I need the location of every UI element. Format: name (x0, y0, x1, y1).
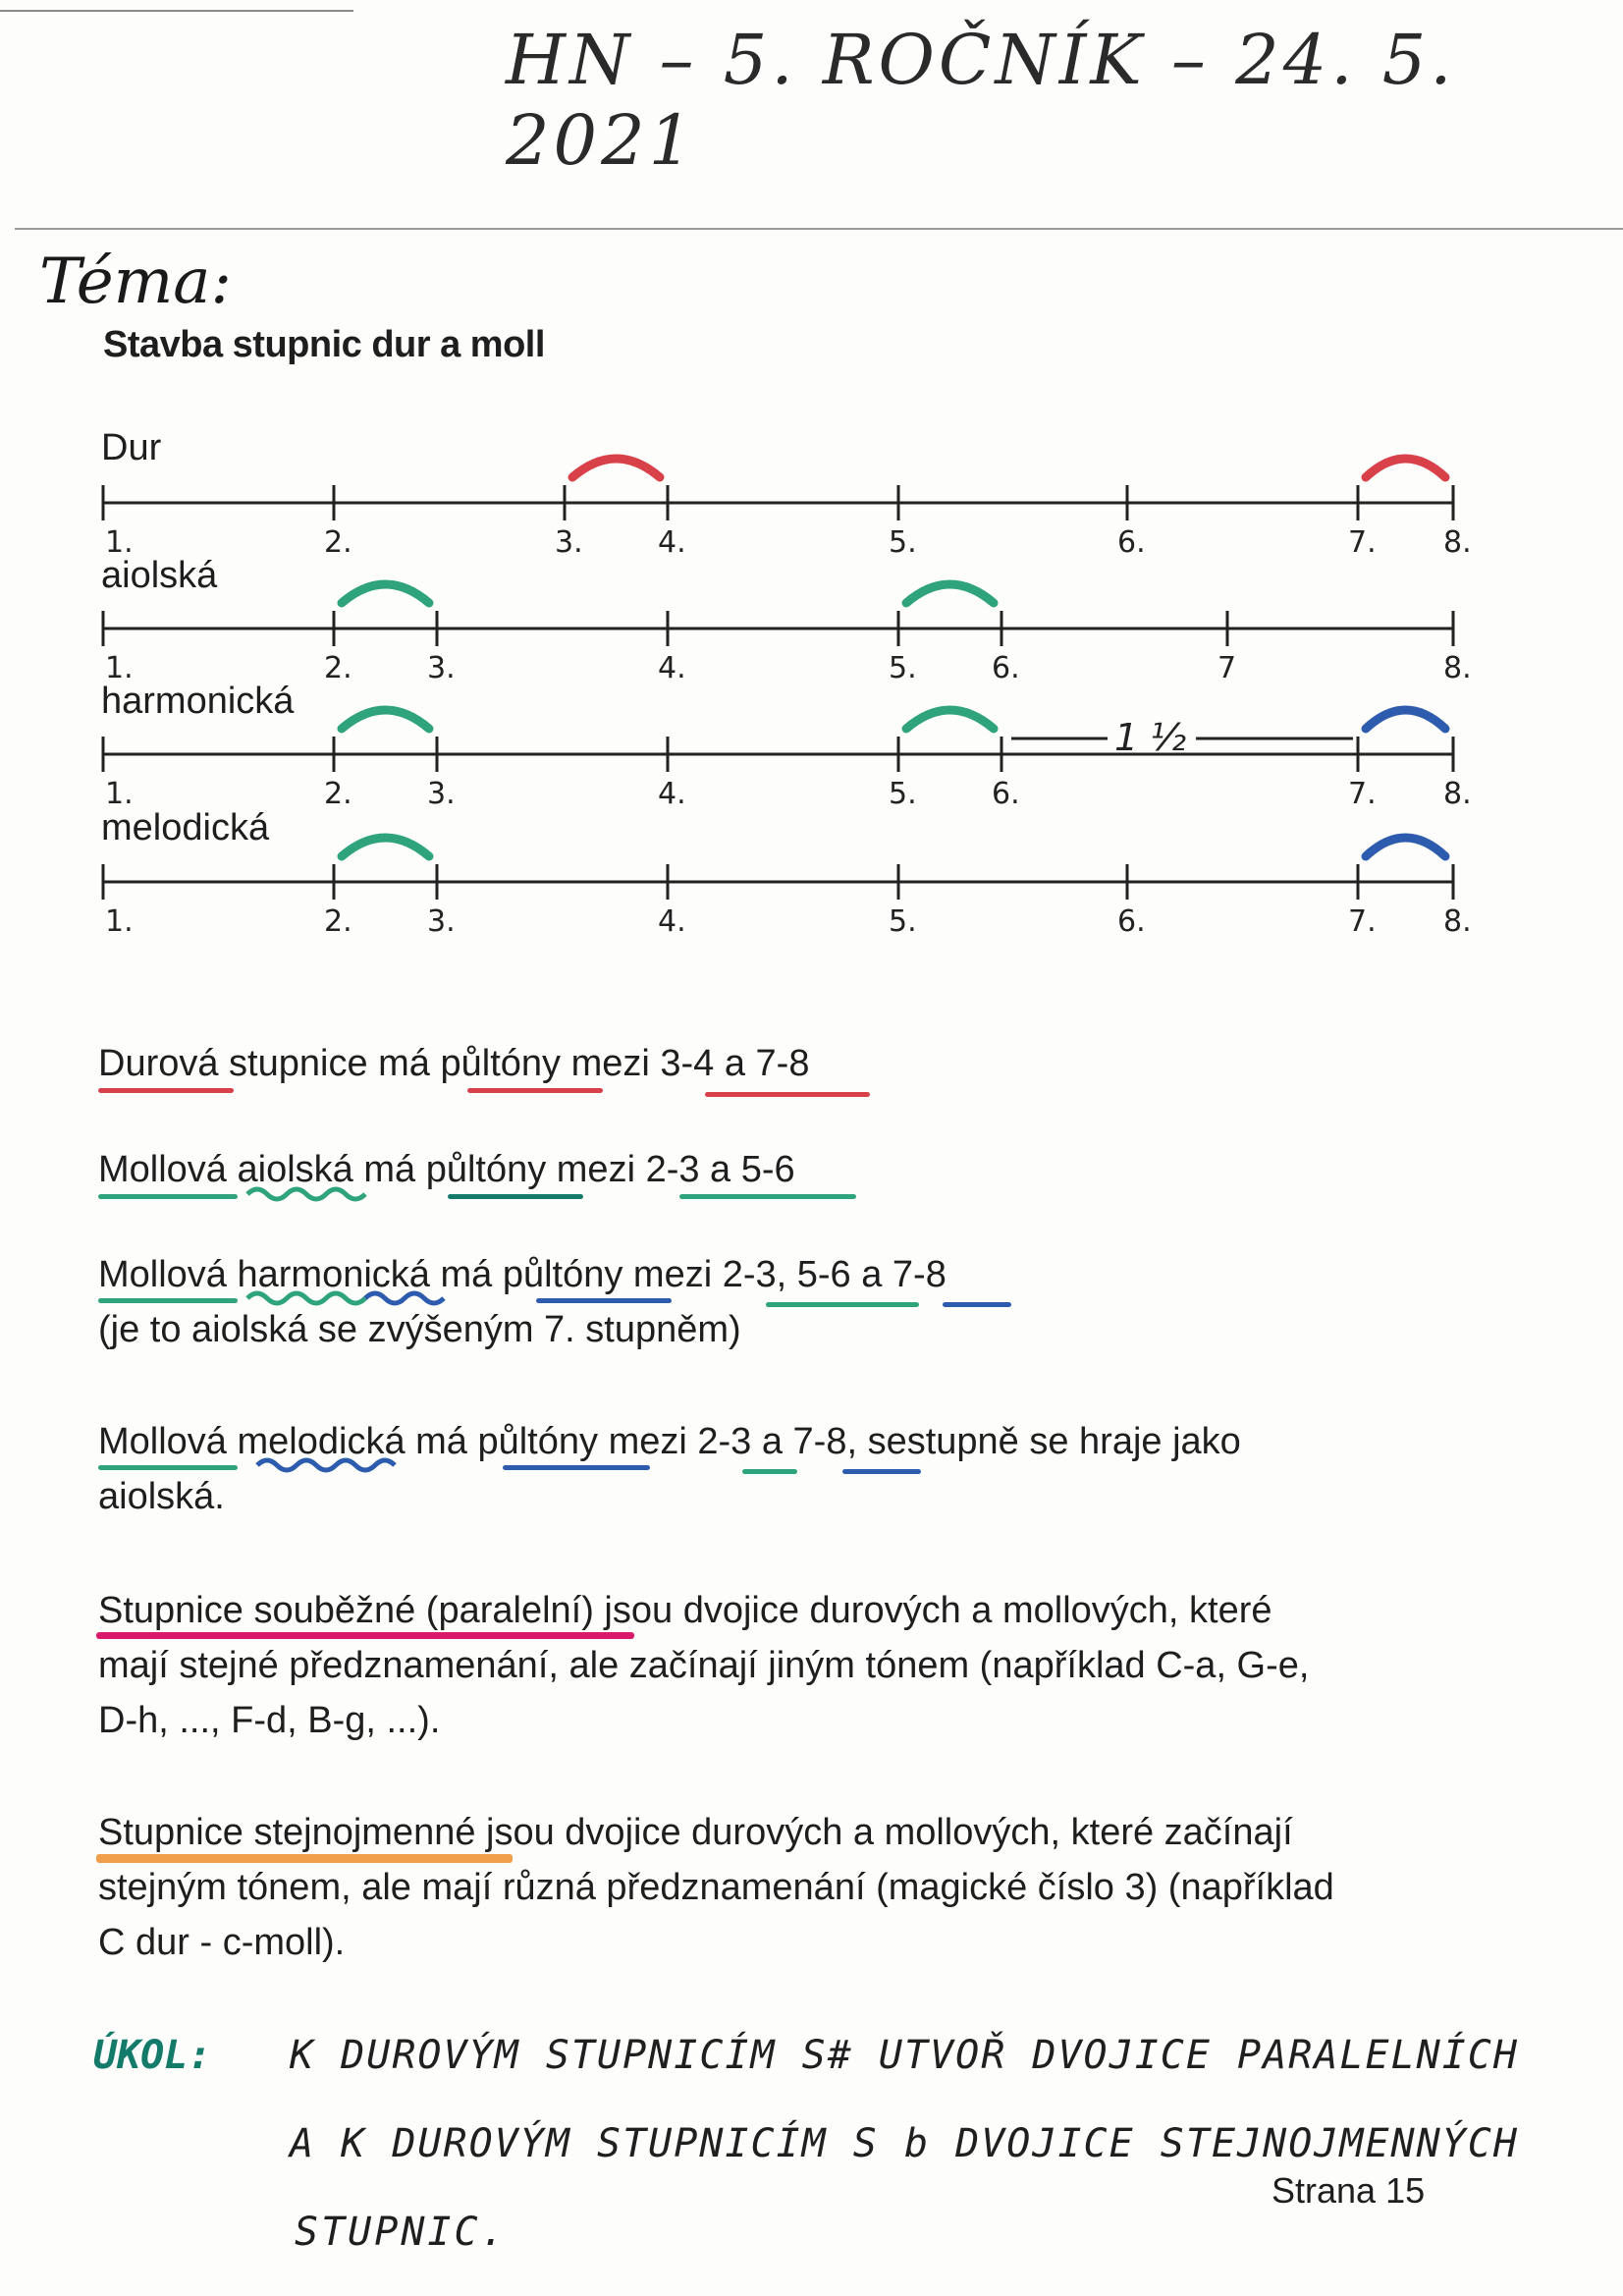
scale-step-label: 2. (324, 777, 352, 811)
para-aiolska: Mollová aiolská má půltóny mezi 2-3 a 5-6 (98, 1149, 795, 1190)
para-harmonicka-2: (je to aiolská se zvýšeným 7. stupněm) (98, 1309, 741, 1350)
scale-step-label: 1. (105, 904, 134, 939)
scale-step-label: 1. (105, 525, 134, 560)
task-line-2: A K DUROVÝM STUPNICÍM S b DVOJICE STEJNOJMENNÝCH (290, 2121, 1519, 2166)
semitone-arc (906, 584, 994, 603)
underline-intervals (705, 1092, 870, 1097)
scale-step-label: 2. (324, 904, 352, 939)
scale-step-label: 4. (658, 777, 686, 811)
scale-step-label: 8. (1443, 904, 1472, 939)
scale-step-label: 8. (1443, 525, 1472, 560)
scale-step-label: 7. (1348, 525, 1377, 560)
scale-label-harmonicka: harmonická (101, 681, 295, 722)
underline-intervals-2 (679, 1194, 856, 1199)
scale-step-label: 4. (658, 904, 686, 939)
scales-diagram (0, 0, 1623, 982)
para-harmonicka-1: Mollová harmonická má půltóny mezi 2-3, 5-6 a 7-8 (98, 1254, 947, 1295)
scale-step-label: 5. (889, 777, 917, 811)
wavy-aiolska (245, 1184, 383, 1204)
page-title: Stavba stupnic dur a moll (103, 324, 545, 365)
para-soubezne-1: Stupnice souběžné (paralelní) jsou dvojice durových a mollových, které (98, 1590, 1272, 1631)
scale-step-label: 5. (889, 525, 917, 560)
para-stejnojmenne-3: C dur - c-moll). (98, 1922, 346, 1963)
underline-mollova (98, 1194, 238, 1199)
underline-pultony (467, 1088, 603, 1093)
underline-soubezne (96, 1632, 634, 1639)
scale-step-label: 6. (992, 651, 1020, 685)
para-stejnojmenne-1: Stupnice stejnojmenné jsou dvojice durových a mollových, které začínají (98, 1812, 1293, 1853)
interval-label: 1 ½ (1114, 716, 1187, 759)
scale-step-label: 8. (1443, 777, 1472, 811)
para-melodicka-1: Mollová melodická má půltóny mezi 2-3 a 7-8, sestupně se hraje jako (98, 1421, 1241, 1462)
scale-step-label: 3. (427, 904, 456, 939)
scale-step-label: 4. (658, 525, 686, 560)
page-number: Strana 15 (1271, 2170, 1426, 2211)
scale-step-label: 3. (427, 651, 456, 685)
underline-stejnojmenne (96, 1854, 513, 1863)
scale-step-label: 4. (658, 651, 686, 685)
scale-step-label: 5. (889, 904, 917, 939)
semitone-arc (342, 710, 429, 729)
para-stejnojmenne-2: stejným tónem, ale mají různá předznamenání (magické číslo 3) (například (98, 1867, 1334, 1908)
underline-durova (98, 1088, 234, 1093)
scale-step-label: 2. (324, 525, 352, 560)
scale-label-dur: Dur (101, 427, 162, 468)
scale-step-label: 8. (1443, 651, 1472, 685)
scale-step-label: 1. (105, 777, 134, 811)
task-label: ÚKOL: (93, 2033, 212, 2078)
underline-78 (842, 1469, 921, 1474)
underline-pultony-3 (536, 1298, 672, 1303)
semitone-arc (342, 584, 429, 603)
underline-23 (742, 1469, 797, 1474)
para-soubezne-3: D-h, ..., F-d, B-g, ...). (98, 1700, 441, 1741)
scale-step-label: 7. (1348, 904, 1377, 939)
scale-step-label: 7 (1217, 651, 1237, 685)
scale-step-label: 6. (1117, 904, 1146, 939)
semitone-arc (1366, 710, 1445, 729)
semitone-arc (342, 838, 429, 856)
underline-pultony-2 (448, 1194, 583, 1199)
scale-step-label: 1. (105, 651, 134, 685)
para-dur: Durová stupnice má půltóny mezi 3-4 a 7-8 (98, 1043, 810, 1084)
task-line-1: K DUROVÝM STUPNICÍM S# UTVOŘ DVOJICE PARALELNÍCH (290, 2033, 1519, 2078)
wavy-melodicka (255, 1455, 432, 1475)
scale-step-label: 2. (324, 651, 352, 685)
underline-intervals-3a (766, 1302, 919, 1307)
scale-step-label: 6. (992, 777, 1020, 811)
scale-label-aiolska: aiolská (101, 555, 218, 596)
underline-mollova-3 (98, 1298, 238, 1303)
handwritten-header: HN – 5. ROČNÍK – 24. 5. 2021 (506, 20, 1456, 181)
scale-step-label: 3. (555, 525, 583, 560)
tema-label: Téma: (39, 246, 232, 318)
semitone-arc (906, 710, 994, 729)
scale-step-label: 6. (1117, 525, 1146, 560)
scale-step-label: 5. (889, 651, 917, 685)
para-melodicka-2: aiolská. (98, 1476, 225, 1517)
semitone-arc (1366, 459, 1445, 477)
wavy-harmonicka (245, 1288, 461, 1308)
task-line-3: STUPNIC. (295, 2210, 508, 2255)
scale-step-label: 3. (427, 777, 456, 811)
semitone-arc (572, 459, 660, 477)
underline-intervals-3b (943, 1302, 1011, 1307)
scale-label-melodicka: melodická (101, 807, 270, 848)
scale-step-label: 7. (1348, 777, 1377, 811)
underline-mollova-4 (98, 1465, 238, 1470)
semitone-arc (1366, 838, 1445, 856)
underline-pultony-4 (503, 1465, 650, 1470)
para-soubezne-2: mají stejné předznamenání, ale začínají jiným tónem (například C-a, G-e, (98, 1645, 1310, 1686)
